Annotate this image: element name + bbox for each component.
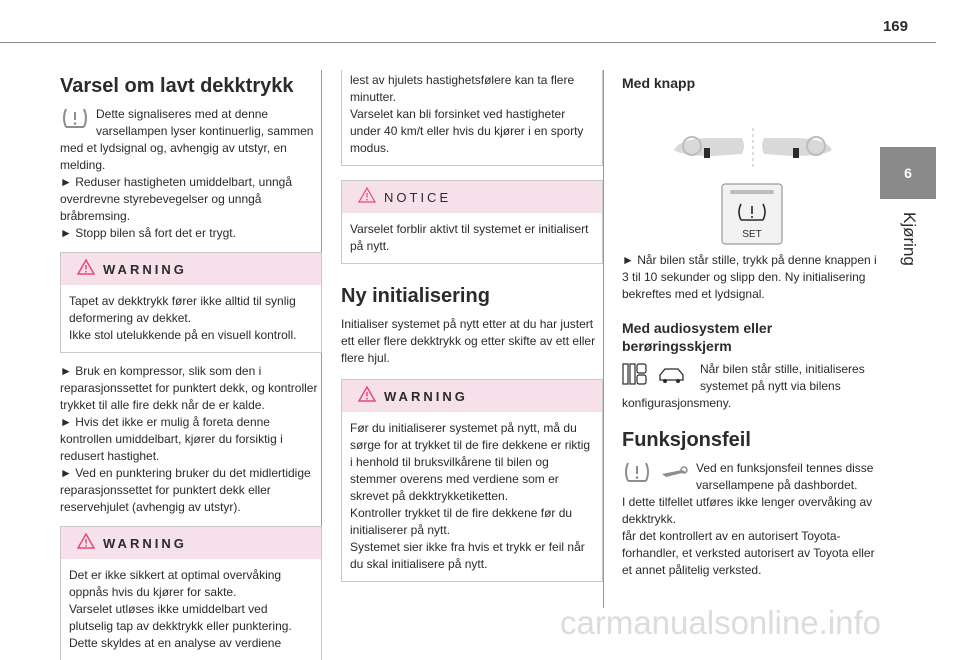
notice-triangle-icon <box>358 187 376 208</box>
warning-title: WARNING <box>103 535 187 551</box>
notice-title: NOTICE <box>384 189 452 205</box>
tyre-pressure-warning-icon <box>60 106 90 135</box>
chapter-tab[interactable]: 6 <box>880 147 936 199</box>
warning-text: Før du initialiserer systemet på nytt, må du sørge for at trykket til de fire dekkene er riktig i henhold til bruksvilkårene til bilen og stemmer overens med verdiene som er skrevet på dekktrykketiketten. Kontroller trykket til de fire dekkene før du initialiserer på nytt. Systemet sier ikke fra hvis et trykk er feil når du skal initialisere på nytt. <box>350 421 591 571</box>
fault-block <box>622 460 884 494</box>
button-instruction: ► Når bilen står stille, trykk på denne knappen i 3 til 10 sekunder og slipp den. Ny initialisering bekreftes med et lydsignal. <box>622 253 877 301</box>
warning-continued-text: lest av hjulets hastighetsfølere kan ta flere minutter. Varselet kan bli forsinket ved hastigheter under 40 km/t eller hvis du kjører i en sporty modus. <box>350 73 584 155</box>
warning-header <box>61 253 321 285</box>
watermark-text: carmanualsonline.info <box>560 604 882 641</box>
warning-text: Det er ikke sikkert at optimal overvåking oppnås hvis du kjører for sakte. Varselet utløses ikke umiddelbart ved plutselig tap av dekktrykk eller punktering. Dette skyldes at en analyse av verdiene <box>69 568 292 650</box>
reinit-intro: Initialiser systemet på nytt etter at du har justert ett eller flere dekktrykk og etter skifte av ett eller flere hjul. <box>341 317 596 365</box>
section-title-fault: Funksjonsfeil <box>622 429 751 451</box>
warning-triangle-icon <box>77 259 95 280</box>
bullet-reduce-speed: ► Reduser hastigheten umiddelbart, unngå overdrevne styrebevegelser og unngå bråbremsing. <box>60 175 293 223</box>
warning-box-1 <box>60 252 322 353</box>
warning-header <box>61 527 321 559</box>
set-button-label: SET <box>742 229 762 240</box>
column-divider-2 <box>603 70 604 608</box>
warning-continued-box <box>341 70 603 166</box>
warning-text: Tapet av dekktrykk fører ikke alltid til synlig deformering av dekket. Ikke stol utelukkende på en visuell kontroll. <box>69 294 297 342</box>
fault-details: I dette tilfellet utføres ikke lenger overvåking av dekktrykk. får det kontrollert av en autorisert Toyota-forhandler, et verksted autorisert av Toyota eller et annet pålitelig verksted. <box>622 495 875 577</box>
bullet-stop-car: ► Stopp bilen så fort det er trygt. <box>60 226 236 240</box>
fault-warning-lamps-icon <box>622 460 690 489</box>
intro-text: Dette signaliseres med at denne varsellampen lyser kontinuerlig, sammen med et lydsignal og, avhengig av utstyr, en melding. <box>60 107 314 172</box>
config-menu-icon <box>622 361 694 392</box>
warning-header <box>342 380 602 412</box>
section-title-reinit: Ny initialisering <box>341 285 490 307</box>
subheading-button: Med knapp <box>622 75 696 91</box>
intro-block <box>60 106 322 174</box>
audio-block <box>622 361 884 412</box>
set-button-illustration <box>622 98 884 248</box>
warning-title: WARNING <box>103 261 187 277</box>
audio-instruction: Når bilen står stille, initialiseres systemet på nytt via bilens konfigurasjonsmeny. <box>622 362 865 410</box>
page-number: 169 <box>882 18 908 35</box>
fault-text: Ved en funksjonsfeil tennes disse varsellampene på dashbordet. <box>696 461 874 492</box>
notice-header <box>342 181 602 213</box>
chapter-label: Kjøring <box>900 212 919 266</box>
header-rule <box>0 42 936 43</box>
warning-title: WARNING <box>384 388 468 404</box>
column-1 <box>60 70 322 660</box>
warning-triangle-icon <box>77 533 95 554</box>
section-title-low-pressure: Varsel om lavt dekktrykk <box>60 75 294 97</box>
notice-box <box>341 180 603 264</box>
notice-text: Varselet forblir aktivt til systemet er initialisert på nytt. <box>350 222 589 253</box>
warning-box-3 <box>341 379 603 582</box>
bullet-repair-kit: ► Ved en punktering bruker du det midlertidige reparasjonssettet for punktert dekk eller reservehjulet (avhengig av utstyr). <box>60 466 311 514</box>
bullet-compressor: ► Bruk en kompressor, slik som den i reparasjonssettet for punktert dekk, og kontroller trykket til alle fire dekk når de er kalde. <box>60 364 318 412</box>
subheading-audio: Med audiosystem eller berøringsskjerm <box>622 320 773 354</box>
column-3 <box>622 70 884 579</box>
warning-triangle-icon <box>358 386 376 407</box>
bullet-drive-carefully: ► Hvis det ikke er mulig å foreta denne kontrollen umiddelbart, kjører du forsiktig i redusert hastighet. <box>60 415 283 463</box>
column-2 <box>341 70 603 592</box>
